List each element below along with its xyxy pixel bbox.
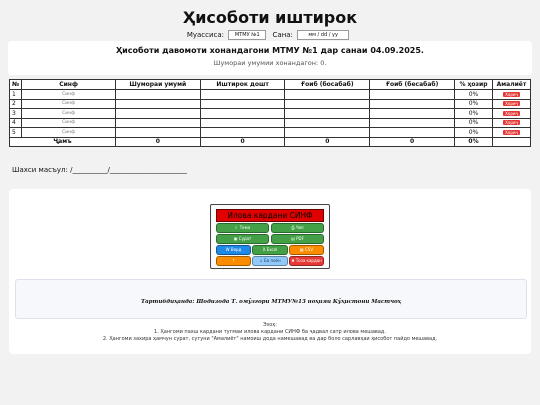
excel-button[interactable]: X Excel	[252, 245, 288, 255]
date-input[interactable]: мм / dd / yy	[297, 30, 349, 40]
author-line: Тартибдиҳанда: Шодизода Т. омӯзгори МТМУ№13 ноҳияи Кӯҳистони Мастчоҳ	[141, 299, 401, 305]
absent-unexcused-input[interactable]	[370, 90, 455, 100]
responsible-person: Шахси масъул: /__________/______________________	[12, 166, 187, 174]
table-row	[10, 90, 531, 100]
arrow-down-icon: ↓	[259, 258, 264, 263]
percent-cell: 0%	[455, 99, 493, 109]
present-input[interactable]	[200, 128, 285, 138]
add-class-button[interactable]: Илова кардани СИНФ	[216, 209, 324, 222]
class-input[interactable]: Синф	[22, 128, 116, 138]
word-button[interactable]: W Ворд	[216, 245, 251, 255]
percent-cell: 0%	[455, 90, 493, 100]
delete-row-button[interactable]: Хориҷ	[505, 101, 518, 107]
csv-icon: ▦	[299, 247, 305, 252]
printer-icon: ⎙	[291, 225, 296, 230]
hints-title: Эзоҳ:	[263, 322, 277, 328]
date-label: Сана:	[272, 31, 293, 39]
report-title: Ҳисоботи давомоти хонандагони МТМУ №1 дар санаи 04.09.2025.	[116, 46, 424, 55]
present-input[interactable]	[200, 118, 285, 128]
col-action: Амалиёт	[492, 80, 530, 90]
absent-unexcused-input[interactable]	[370, 128, 455, 138]
excel-icon: X	[262, 247, 267, 252]
total-input[interactable]	[115, 128, 200, 138]
total-row	[10, 137, 531, 147]
document-icon: ▤	[291, 236, 297, 241]
absent-excused-input[interactable]	[285, 128, 370, 138]
extra-button[interactable]	[216, 256, 251, 266]
up-icon: ⇡	[231, 258, 236, 263]
total-present: 0	[200, 137, 285, 147]
delete-row-button[interactable]: Хориҷ	[505, 110, 518, 116]
absent-unexcused-input[interactable]	[370, 118, 455, 128]
row-number: 5	[10, 128, 22, 138]
row-number: 4	[10, 118, 22, 128]
col-number: №	[10, 80, 22, 90]
class-input[interactable]: Синф	[22, 118, 116, 128]
col-class: Синф	[22, 80, 116, 90]
delete-row-button[interactable]: Хориҷ	[505, 91, 518, 97]
delete-row-button[interactable]: Хориҷ	[505, 129, 518, 135]
theme-button[interactable]: ☾ Тема	[216, 223, 269, 233]
table-row	[10, 128, 531, 138]
col-total: Шумораи умумӣ	[115, 80, 200, 90]
absent-excused-input[interactable]	[285, 99, 370, 109]
total-label: Ҷамъ	[10, 137, 116, 147]
pdf-button[interactable]: ▤ PDF	[271, 234, 324, 244]
percent-cell: 0%	[455, 128, 493, 138]
percent-cell: 0%	[455, 118, 493, 128]
delete-row-button[interactable]: Хориҷ	[505, 120, 518, 126]
school-input[interactable]: МТМУ №1	[228, 30, 266, 40]
camera-icon: ▣	[233, 236, 239, 241]
row-number: 2	[10, 99, 22, 109]
table-row	[10, 118, 531, 128]
report-card	[8, 41, 532, 75]
total-absent-excused: 0	[285, 137, 370, 147]
present-input[interactable]	[200, 99, 285, 109]
image-button[interactable]: ▣ Сурат	[216, 234, 269, 244]
table-header-row	[10, 80, 531, 90]
col-present: Иштирок дошт	[200, 80, 285, 90]
action-cell	[492, 118, 530, 128]
class-input[interactable]: Синф	[22, 99, 116, 109]
word-icon: W	[225, 247, 231, 252]
print-button[interactable]: ⎙ Чоп	[271, 223, 324, 233]
total-percent: 0%	[455, 137, 493, 147]
action-cell	[492, 90, 530, 100]
col-absent-unexcused: Ғоиб (бесабаб)	[370, 80, 455, 90]
col-absent-excused: Ғоиб (босабаб)	[285, 80, 370, 90]
col-percent: % ҳозир	[455, 80, 493, 90]
action-cell	[492, 109, 530, 119]
absent-excused-input[interactable]	[285, 118, 370, 128]
class-input[interactable]: Синф	[22, 109, 116, 119]
total-input[interactable]	[115, 99, 200, 109]
trash-icon: ✖	[291, 258, 296, 263]
moon-icon: ☾	[234, 225, 240, 230]
attendance-table	[9, 79, 531, 147]
total-input[interactable]	[115, 90, 200, 100]
absent-unexcused-input[interactable]	[370, 99, 455, 109]
absent-excused-input[interactable]	[285, 109, 370, 119]
action-cell	[492, 128, 530, 138]
total-action-empty	[492, 137, 530, 147]
present-input[interactable]	[200, 90, 285, 100]
author-note-box	[15, 279, 527, 319]
total-input[interactable]	[115, 118, 200, 128]
class-input[interactable]: Синф	[22, 90, 116, 100]
row-number: 1	[10, 90, 22, 100]
clear-button[interactable]: ✖ Тоза кардан	[289, 256, 324, 266]
hint-line-1: 1. Ҳангоми пахш кардани тугмаи илова кардани СИНФ ба ҷадвал сатр илова мешавад.	[154, 329, 386, 335]
toolbox	[210, 204, 330, 269]
total-students: Шумораи умумии хонандагон: 0.	[213, 59, 327, 67]
table-row	[10, 99, 531, 109]
table-row	[10, 109, 531, 119]
csv-button[interactable]: ▦ CSV	[289, 245, 324, 255]
hint-line-2: 2. Ҳангоми захира ҳамчун сурат, сутуни "Амалиёт" намоиш дода намешавад ва дар боло сарлавҳаи ҳисобот пайдо мешавад.	[102, 336, 438, 342]
action-cell	[492, 99, 530, 109]
row-number: 3	[10, 109, 22, 119]
page-title: Ҳисоботи иштирок	[182, 8, 358, 27]
absent-unexcused-input[interactable]	[370, 109, 455, 119]
percent-cell: 0%	[455, 109, 493, 119]
total-total: 0	[115, 137, 200, 147]
scroll-down-button[interactable]: ↓ Ба поён	[252, 256, 288, 266]
filters-bar	[0, 30, 540, 40]
total-absent-unexcused: 0	[370, 137, 455, 147]
school-label: Муассиса:	[186, 31, 225, 39]
present-input[interactable]	[200, 109, 285, 119]
total-input[interactable]	[115, 109, 200, 119]
absent-excused-input[interactable]	[285, 90, 370, 100]
